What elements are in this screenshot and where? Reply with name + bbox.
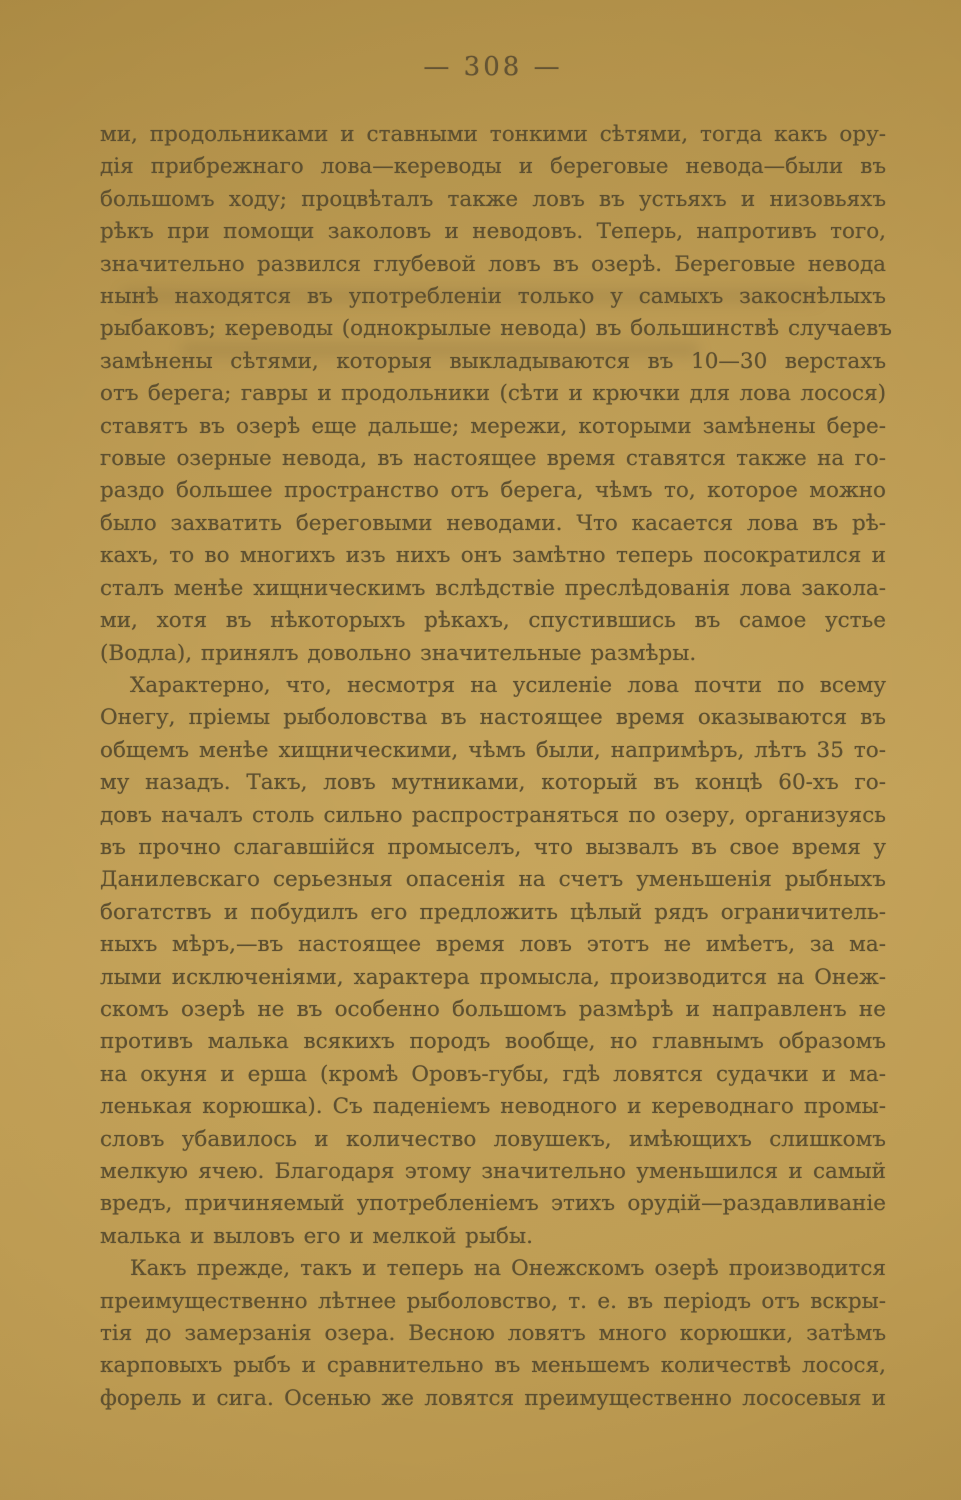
text-line: ставятъ въ озерѣ еще дальше; мережи, которыми замѣнены бере- <box>100 413 886 439</box>
paragraph <box>100 670 886 1253</box>
text-line: довъ началъ столь сильно распространяться по озеру, организуясь <box>100 802 886 828</box>
text-line: сталъ менѣе хищническимъ вслѣдствіе преслѣдованія лова закола- <box>100 575 886 601</box>
text-line: словъ убавилось и количество ловушекъ, имѣющихъ слишкомъ <box>100 1126 886 1152</box>
text-line: форель и сига. Осенью же ловятся преимущественно лососевыя и <box>100 1385 886 1411</box>
text-line: дія прибрежнаго лова—кереводы и береговые невода—были въ <box>100 154 886 180</box>
text-line: ленькая корюшка). Съ паденіемъ неводного и кереводнаго промы- <box>100 1094 886 1120</box>
text-line: было захватить береговыми неводами. Что касается лова въ рѣ- <box>100 510 886 536</box>
text-line: малька и выловъ его и мелкой рыбы. <box>100 1223 533 1249</box>
text-line: раздо большее пространство отъ берега, чѣмъ то, которое можно <box>100 478 886 504</box>
text-line: скомъ озерѣ не въ особенно большомъ размѣрѣ и направленъ не <box>100 996 886 1022</box>
page-number: — 308 — <box>423 52 563 82</box>
text-line: противъ малька всякихъ породъ вообще, но главнымъ образомъ <box>100 1029 886 1055</box>
text-line: ми, продольниками и ставными тонкими сѣтями, тогда какъ ору- <box>100 122 886 147</box>
text-line: преимущественно лѣтнее рыболовство, т. е. въ періодъ отъ вскры- <box>100 1288 886 1314</box>
text-block <box>100 119 892 1415</box>
text-line: на окуня и ерша (кромѣ Оровъ-губы, гдѣ ловятся судачки и ма- <box>100 1061 886 1087</box>
text-line: говые озерные невода, въ настоящее время ставятся также на го- <box>100 446 886 472</box>
text-line: рѣкъ при помощи заколовъ и неводовъ. Теперь, напротивъ того, <box>100 219 886 245</box>
text-line: тія до замерзанія озера. Весною ловятъ много корюшки, затѣмъ <box>100 1321 886 1347</box>
text-line: отъ берега; гавры и продольники (сѣти и крючки для лова лосося) <box>100 381 886 407</box>
text-line: значительно развился глубевой ловъ въ озерѣ. Береговые невода <box>100 251 886 277</box>
text-line: рыбаковъ; кереводы (однокрылые невода) въ большинствѣ случаевъ <box>100 316 892 342</box>
text-line: Онегу, пріемы рыболовства въ настоящее время оказываются въ <box>100 705 886 731</box>
text-line: въ прочно слагавшійся промыселъ, что вызвалъ въ свое время у <box>100 834 886 860</box>
text-line: богатствъ и побудилъ его предложить цѣлый рядъ ограничитель- <box>100 899 886 925</box>
paragraph <box>100 1253 886 1415</box>
text-line: Данилевскаго серьезныя опасенія на счетъ уменьшенія рыбныхъ <box>100 867 886 893</box>
text-line: (Водла), принялъ довольно значительные размѣры. <box>100 640 697 666</box>
text-line: ныхъ мѣръ,—въ настоящее время ловъ этотъ не имѣетъ, за ма- <box>100 932 886 958</box>
text-line: мелкую ячею. Благодаря этому значительно уменьшился и самый <box>100 1159 886 1184</box>
text-line: общемъ менѣе хищническими, чѣмъ были, напримѣръ, лѣтъ 35 то- <box>100 737 886 763</box>
text-line: Характерно, что, несмотря на усиленіе лова почти по всему <box>130 672 886 698</box>
text-line: вредъ, причиняемый употребленіемъ этихъ орудій—раздавливаніе <box>100 1191 886 1217</box>
text-line: му назадъ. Такъ, ловъ мутниками, который въ концѣ 60-хъ го- <box>100 770 886 796</box>
text-line: большомъ ходу; процвѣталъ также ловъ въ устьяхъ и низовьяхъ <box>100 186 886 212</box>
text-line: лыми исключеніями, характера промысла, производится на Онеж- <box>100 964 886 990</box>
paragraph <box>100 119 892 670</box>
text-line: замѣнены сѣтями, которыя выкладываются въ 10—30 верстахъ <box>100 348 886 374</box>
text-line: ми, хотя въ нѣкоторыхъ рѣкахъ, спустившись въ самое устье <box>100 608 886 634</box>
text-line: кахъ, то во многихъ изъ нихъ онъ замѣтно теперь посократился и <box>100 543 886 569</box>
text-line: Какъ прежде, такъ и теперь на Онежскомъ озерѣ производится <box>130 1256 886 1282</box>
text-line: карповыхъ рыбъ и сравнительно въ меньшемъ количествѣ лосося, <box>100 1353 886 1379</box>
text-line: нынѣ находятся въ употребленіи только у самыхъ закоснѣлыхъ <box>100 284 886 310</box>
